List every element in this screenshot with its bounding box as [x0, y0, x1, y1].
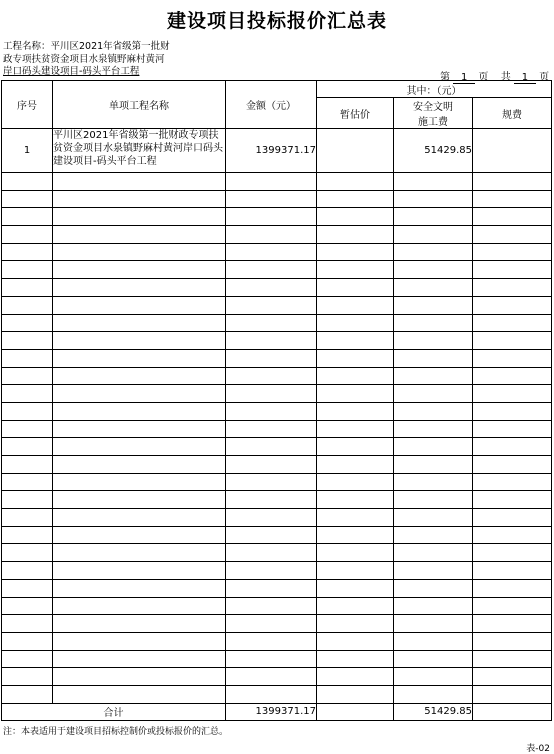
empty-cell — [473, 279, 552, 297]
empty-row — [2, 349, 552, 367]
empty-cell — [394, 332, 473, 350]
empty-cell — [2, 367, 53, 385]
empty-cell — [53, 349, 226, 367]
empty-cell — [2, 544, 53, 562]
empty-cell — [53, 456, 226, 474]
empty-row — [2, 597, 552, 615]
empty-cell — [317, 402, 394, 420]
page-word: 第 — [440, 72, 450, 83]
row-fees — [473, 129, 552, 173]
empty-cell — [2, 402, 53, 420]
empty-cell — [53, 261, 226, 279]
empty-cell — [2, 190, 53, 208]
empty-cell — [2, 226, 53, 244]
empty-cell — [317, 562, 394, 580]
empty-cell — [317, 208, 394, 226]
empty-cell — [226, 544, 317, 562]
empty-cell — [53, 650, 226, 668]
total-pages: 1 — [514, 72, 536, 84]
row-seq: 1 — [2, 129, 53, 173]
empty-cell — [473, 526, 552, 544]
total-row — [2, 703, 552, 720]
empty-cell — [317, 314, 394, 332]
empty-cell — [226, 190, 317, 208]
empty-cell — [2, 632, 53, 650]
empty-cell — [473, 456, 552, 474]
empty-row — [2, 296, 552, 314]
row-amount: 1399371.17 — [226, 129, 317, 173]
page-title: 建设项目投标报价汇总表 — [166, 10, 387, 32]
empty-cell — [2, 526, 53, 544]
empty-cell — [473, 208, 552, 226]
empty-cell — [317, 685, 394, 703]
empty-cell — [53, 420, 226, 438]
project-name-line-1: 工程名称：平川区2021年省级第一批财 — [3, 41, 170, 52]
empty-cell — [2, 579, 53, 597]
empty-cell — [53, 190, 226, 208]
empty-cell — [394, 261, 473, 279]
empty-cell — [394, 544, 473, 562]
empty-cell — [394, 314, 473, 332]
empty-cell — [2, 650, 53, 668]
empty-cell — [394, 562, 473, 580]
header-safety — [394, 98, 473, 129]
empty-cell — [226, 385, 317, 403]
empty-cell — [394, 632, 473, 650]
footnote: 注：本表适用于建设项目招标控制价或投标报价的汇总。 — [3, 727, 229, 737]
empty-row — [2, 173, 552, 191]
empty-row — [2, 509, 552, 527]
header-safety-line-2: 施工费 — [418, 117, 448, 128]
page-unit: 页 — [478, 72, 489, 83]
empty-cell — [226, 420, 317, 438]
empty-cell — [473, 668, 552, 686]
empty-cell — [226, 402, 317, 420]
empty-cell — [53, 438, 226, 456]
empty-cell — [473, 685, 552, 703]
empty-cell — [226, 685, 317, 703]
empty-cell — [53, 226, 226, 244]
empty-cell — [2, 473, 53, 491]
empty-cell — [394, 615, 473, 633]
empty-cell — [53, 208, 226, 226]
empty-cell — [2, 685, 53, 703]
empty-cell — [2, 456, 53, 474]
empty-row — [2, 562, 552, 580]
total-word: 共 — [500, 72, 511, 83]
empty-cell — [226, 314, 317, 332]
empty-cell — [394, 190, 473, 208]
header-fees: 规费 — [473, 98, 552, 129]
empty-cell — [2, 562, 53, 580]
empty-cell — [473, 632, 552, 650]
header-seq: 序号 — [2, 81, 53, 129]
empty-cell — [53, 314, 226, 332]
empty-row — [2, 668, 552, 686]
empty-cell — [394, 367, 473, 385]
empty-cell — [226, 579, 317, 597]
summary-table — [1, 80, 552, 721]
empty-cell — [53, 473, 226, 491]
empty-cell — [226, 279, 317, 297]
project-name — [3, 41, 193, 79]
empty-cell — [226, 173, 317, 191]
empty-cell — [317, 473, 394, 491]
empty-cell — [2, 261, 53, 279]
empty-cell — [394, 473, 473, 491]
empty-cell — [473, 243, 552, 261]
empty-cell — [473, 509, 552, 527]
empty-cell — [226, 456, 317, 474]
empty-row — [2, 473, 552, 491]
empty-row — [2, 402, 552, 420]
empty-cell — [226, 243, 317, 261]
empty-cell — [473, 597, 552, 615]
empty-cell — [2, 349, 53, 367]
empty-row — [2, 279, 552, 297]
empty-cell — [473, 438, 552, 456]
empty-row — [2, 544, 552, 562]
empty-cell — [394, 509, 473, 527]
empty-cell — [317, 349, 394, 367]
total-unit: 页 — [539, 72, 550, 83]
empty-cell — [394, 402, 473, 420]
empty-row — [2, 491, 552, 509]
empty-cell — [53, 615, 226, 633]
empty-row — [2, 438, 552, 456]
row-provisional — [317, 129, 394, 173]
empty-cell — [473, 615, 552, 633]
form-number: 表-02 — [526, 744, 550, 754]
empty-cell — [53, 597, 226, 615]
empty-cell — [394, 650, 473, 668]
empty-cell — [53, 579, 226, 597]
empty-cell — [317, 509, 394, 527]
total-amount: 1399371.17 — [226, 703, 317, 720]
empty-row — [2, 314, 552, 332]
empty-cell — [473, 296, 552, 314]
empty-cell — [53, 385, 226, 403]
total-label: 合计 — [2, 703, 226, 720]
empty-cell — [394, 597, 473, 615]
empty-cell — [473, 332, 552, 350]
empty-cell — [317, 296, 394, 314]
empty-cell — [226, 668, 317, 686]
empty-cell — [317, 456, 394, 474]
empty-cell — [473, 402, 552, 420]
empty-cell — [226, 491, 317, 509]
empty-cell — [226, 208, 317, 226]
empty-row — [2, 685, 552, 703]
empty-row — [2, 332, 552, 350]
empty-cell — [53, 491, 226, 509]
header-safety-line-1: 安全文明 — [413, 102, 453, 113]
empty-cell — [226, 597, 317, 615]
empty-cell — [53, 668, 226, 686]
empty-cell — [317, 420, 394, 438]
header-including: 其中：（元） — [317, 81, 552, 98]
empty-cell — [2, 243, 53, 261]
empty-cell — [317, 279, 394, 297]
empty-cell — [2, 509, 53, 527]
empty-cell — [394, 385, 473, 403]
total-provisional — [317, 703, 394, 720]
empty-cell — [2, 279, 53, 297]
empty-cell — [473, 579, 552, 597]
empty-cell — [2, 438, 53, 456]
empty-cell — [317, 190, 394, 208]
empty-row — [2, 385, 552, 403]
empty-cell — [317, 579, 394, 597]
row-name: 平川区2021年省级第一批财政专项扶贫资金项目水泉镇野麻村黄河岸口码头建设项目-码头平台工程 — [53, 129, 226, 173]
empty-cell — [317, 438, 394, 456]
empty-row — [2, 367, 552, 385]
empty-cell — [473, 473, 552, 491]
empty-cell — [394, 491, 473, 509]
empty-cell — [394, 438, 473, 456]
empty-cell — [53, 632, 226, 650]
empty-row — [2, 226, 552, 244]
empty-cell — [226, 632, 317, 650]
empty-cell — [394, 420, 473, 438]
empty-cell — [226, 296, 317, 314]
empty-row — [2, 615, 552, 633]
empty-cell — [394, 456, 473, 474]
empty-cell — [473, 261, 552, 279]
empty-cell — [317, 544, 394, 562]
empty-cell — [2, 332, 53, 350]
empty-cell — [394, 226, 473, 244]
empty-cell — [473, 173, 552, 191]
empty-cell — [317, 243, 394, 261]
empty-cell — [226, 650, 317, 668]
empty-cell — [394, 208, 473, 226]
empty-cell — [317, 367, 394, 385]
empty-cell — [473, 544, 552, 562]
empty-cell — [226, 438, 317, 456]
empty-cell — [53, 243, 226, 261]
project-name-line-2: 政专项扶贫资金项目水泉镇野麻村黄河 — [3, 53, 165, 65]
empty-cell — [317, 226, 394, 244]
table-row — [2, 129, 552, 173]
empty-cell — [473, 650, 552, 668]
empty-cell — [226, 261, 317, 279]
header-provisional: 暂估价 — [317, 98, 394, 129]
empty-row — [2, 579, 552, 597]
empty-cell — [394, 296, 473, 314]
empty-row — [2, 243, 552, 261]
empty-cell — [2, 615, 53, 633]
empty-cell — [53, 544, 226, 562]
empty-cell — [473, 349, 552, 367]
empty-cell — [2, 314, 53, 332]
empty-cell — [226, 509, 317, 527]
empty-row — [2, 456, 552, 474]
empty-cell — [226, 615, 317, 633]
empty-cell — [473, 314, 552, 332]
empty-cell — [394, 243, 473, 261]
empty-cell — [473, 420, 552, 438]
empty-cell — [473, 562, 552, 580]
empty-cell — [473, 491, 552, 509]
total-safety: 51429.85 — [394, 703, 473, 720]
empty-row — [2, 420, 552, 438]
empty-cell — [317, 597, 394, 615]
empty-cell — [2, 668, 53, 686]
empty-cell — [226, 226, 317, 244]
empty-cell — [226, 562, 317, 580]
empty-cell — [317, 615, 394, 633]
empty-cell — [53, 367, 226, 385]
empty-row — [2, 526, 552, 544]
empty-cell — [394, 685, 473, 703]
empty-row — [2, 261, 552, 279]
empty-cell — [53, 173, 226, 191]
project-name-line-3: 岸口码头建设项目-码头平台工程 — [3, 66, 140, 77]
empty-cell — [53, 526, 226, 544]
header-name: 单项工程名称 — [53, 81, 226, 129]
total-fees — [473, 703, 552, 720]
empty-cell — [2, 420, 53, 438]
empty-cell — [317, 261, 394, 279]
empty-cell — [394, 349, 473, 367]
empty-cell — [317, 526, 394, 544]
empty-cell — [2, 173, 53, 191]
empty-cell — [2, 296, 53, 314]
empty-cell — [317, 650, 394, 668]
empty-cell — [473, 226, 552, 244]
empty-cell — [394, 173, 473, 191]
empty-cell — [473, 190, 552, 208]
empty-cell — [53, 402, 226, 420]
empty-row — [2, 190, 552, 208]
page-number: 1 — [453, 72, 475, 84]
empty-cell — [226, 526, 317, 544]
row-safety: 51429.85 — [394, 129, 473, 173]
empty-cell — [317, 332, 394, 350]
empty-cell — [394, 579, 473, 597]
empty-cell — [226, 349, 317, 367]
header-amount: 金额（元） — [226, 81, 317, 129]
empty-cell — [53, 296, 226, 314]
empty-row — [2, 208, 552, 226]
empty-cell — [226, 367, 317, 385]
empty-cell — [53, 509, 226, 527]
empty-cell — [317, 491, 394, 509]
empty-cell — [473, 367, 552, 385]
empty-cell — [394, 279, 473, 297]
empty-cell — [317, 632, 394, 650]
empty-cell — [317, 173, 394, 191]
empty-cell — [394, 526, 473, 544]
empty-cell — [2, 208, 53, 226]
empty-cell — [394, 668, 473, 686]
empty-cell — [473, 385, 552, 403]
empty-cell — [317, 668, 394, 686]
empty-cell — [2, 385, 53, 403]
empty-cell — [53, 332, 226, 350]
empty-cell — [226, 332, 317, 350]
empty-cell — [2, 597, 53, 615]
empty-row — [2, 650, 552, 668]
empty-cell — [53, 279, 226, 297]
empty-cell — [53, 685, 226, 703]
empty-row — [2, 632, 552, 650]
empty-cell — [317, 385, 394, 403]
empty-cell — [53, 562, 226, 580]
empty-cell — [2, 491, 53, 509]
empty-cell — [226, 473, 317, 491]
